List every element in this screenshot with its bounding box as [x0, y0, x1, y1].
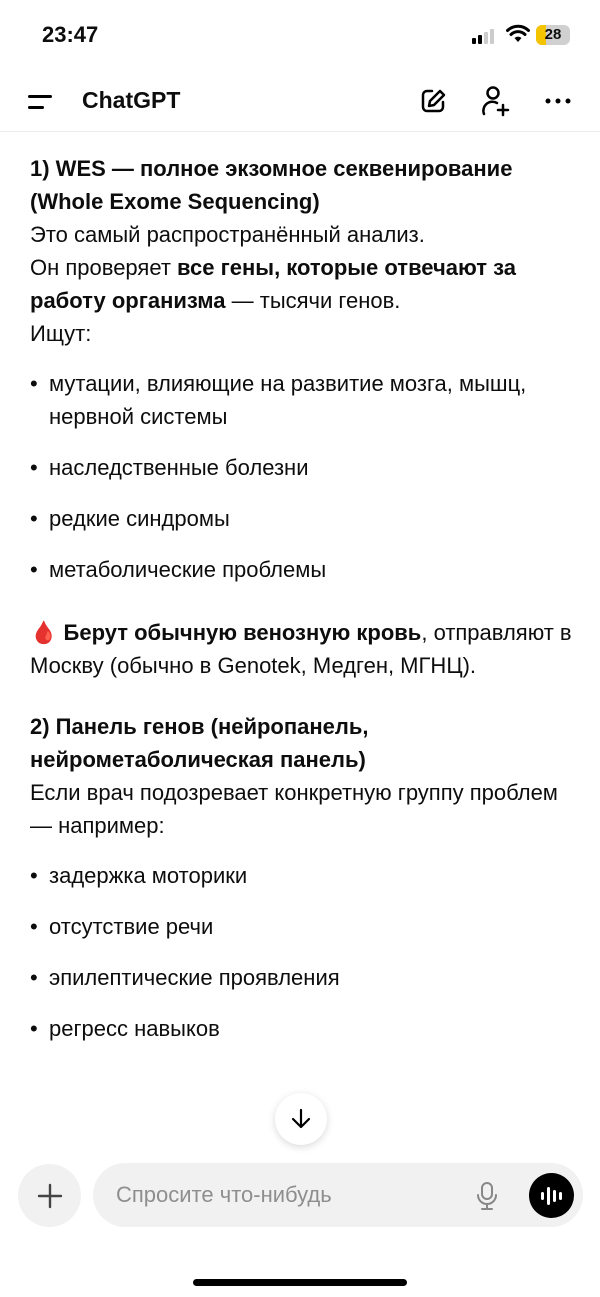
bold-text: все гены, которые отвечают за работу организма: [30, 255, 517, 313]
status-time: 23:47: [42, 22, 99, 47]
blood-note: [30, 616, 575, 682]
home-indicator: [193, 1279, 407, 1286]
attach-button[interactable]: [18, 1164, 81, 1227]
text: Он проверяет: [30, 255, 178, 280]
arrow-down-icon: [290, 1108, 312, 1130]
wifi-icon: [506, 24, 530, 44]
message-input[interactable]: [116, 1163, 456, 1227]
section1-line1: Это самый распространённый анализ.: [30, 222, 425, 247]
list-item: • редкие синдромы: [30, 502, 575, 535]
section1-heading: 1) WES — полное экзомное секвенирование (Whole Exome Sequencing): [30, 156, 513, 214]
section1-line3: Ищут:: [30, 321, 92, 346]
list-item: • метаболические проблемы: [30, 553, 575, 586]
section1-line2: [30, 251, 575, 317]
list-item: • задержка моторики: [30, 859, 575, 892]
menu-icon[interactable]: [28, 92, 54, 112]
app-header: [0, 70, 600, 132]
section2-list: [30, 859, 575, 1045]
list-item: • регресс навыков: [30, 1012, 575, 1045]
battery-icon: [536, 25, 570, 45]
microphone-icon[interactable]: [473, 1181, 501, 1211]
section1-list: [30, 367, 575, 586]
text: , отправляют в Москву (обычно в Genotek, Медген, МГНЦ).: [30, 620, 572, 678]
battery-level: 28: [544, 26, 562, 43]
list-item: • наследственные болезни: [30, 451, 575, 484]
plus-icon: [37, 1183, 63, 1209]
more-options-icon[interactable]: [541, 84, 575, 118]
section2-heading: 2) Панель генов (нейропанель, нейрометаболическая панель): [30, 714, 369, 772]
assistant-message: [30, 152, 575, 1063]
blood-drop-icon: 🩸: [30, 620, 58, 645]
cellular-signal-icon: [472, 28, 494, 44]
composer: [93, 1163, 583, 1227]
app-title: ChatGPT: [82, 87, 181, 113]
bold-text: Берут обычную венозную кровь: [63, 620, 422, 645]
new-chat-icon[interactable]: [416, 84, 450, 118]
list-item: • эпилептические проявления: [30, 961, 575, 994]
status-bar: [0, 0, 600, 70]
text: — тысячи генов.: [225, 288, 401, 313]
section2-line1: Если врач подозревает конкретную группу проблем — например:: [30, 780, 558, 838]
list-item: • отсутствие речи: [30, 910, 575, 943]
list-item: • мутации, влияющие на развитие мозга, мышц, нервной системы: [30, 367, 575, 433]
scroll-to-bottom-button[interactable]: [275, 1093, 327, 1145]
voice-mode-button[interactable]: [529, 1173, 574, 1218]
add-person-icon[interactable]: [478, 84, 512, 118]
